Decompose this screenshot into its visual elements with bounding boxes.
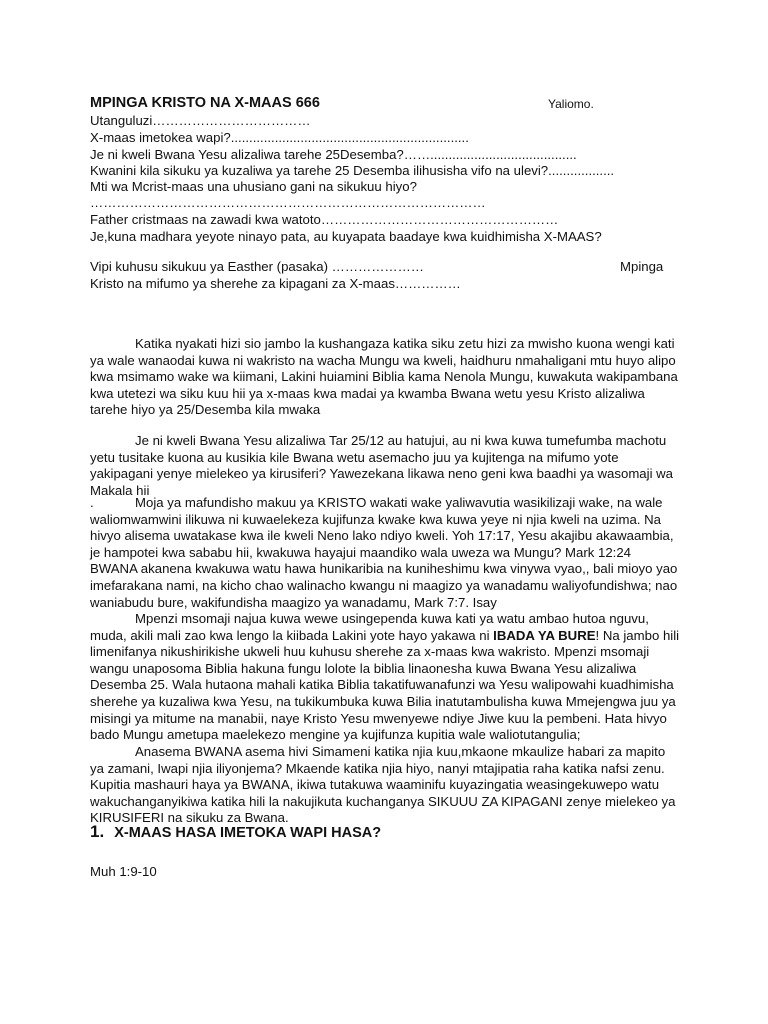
paragraph-text: Mpenzi msomaji najua kuwa wewe usingependa kuwa kati ya watu ambao hutoa nguvu, muda, akili mali zao kwa lengo la kiibada Lakini yote hayo yakawa ni xyxy=(90,611,649,643)
toc-line: X-maas imetokea wapi?................................................................. xyxy=(90,130,469,145)
paragraph-text: ! Na jambo hili limenifanya nikushirikishe ukweli huu kuhusu sherehe za x-maas kwa wakristo. Mpenzi msomaji wangu unaposoma Biblia hakuna fungu lolote la biblia linaonesha kuwa Bwana Yesu alizaliwa Desemba 25. Wala hutaona mahali katika Biblia takatifuwanafunzi wa Yesu walipowahi kuadhimisha sherehe ya kuzaliwa kwa Yesu, na tukikumbuka kuwa Bilia inatutambulisha kuwa Mmejengwa juu ya misingi ya mitume na manabii, naye Kristo Yesu mwenyewe ndiye Jiwe kuu la pembeni. Hata hivyo bado Mungu ametupa maelekezo mengine ya kujifunza kupitia wale waliotutangulia; xyxy=(90,627,680,743)
toc-line: Kristo na mifumo ya sherehe za kipagani za X-maas…………… xyxy=(90,276,461,291)
scripture-reference: Muh 1:9-10 xyxy=(90,864,157,879)
body-paragraph xyxy=(90,744,680,827)
document-title: MPINGA KRISTO NA X-MAAS 666 xyxy=(90,95,320,111)
section-heading xyxy=(90,822,381,842)
contents-label: Yaliomo. xyxy=(548,97,594,111)
section-title: X-MAAS HASA IMETOKA WAPI HASA? xyxy=(114,825,382,841)
toc-line: Je ni kweli Bwana Yesu alizaliwa tarehe 25Desemba?……........................................ xyxy=(90,147,577,162)
paragraph-text: Moja ya mafundisho makuu ya KRISTO wakati wake yaliwavutia wasikilizaji wake, na wale waliomwamwini ilikuwa ni kuwaelekeza kujifunza kwake kwa kuwa yeye ni njia kweli na uzima. Na hivyo alisema uwatakase kwa ile kweli Neno lako ndiyo kweli. Yoh 17:17, Yesu akajibu akawaambia, je hampotei kwa sababu hii, kwakuwa hayajui maandiko wala uweza wa Mungu? Mark 12:24 BWANA akanena kwakuwa watu hawa hunikaribia na kuniheshimu kwa vinywa vyao,, bali mioyo yao imefarakana nami, na kicho chao walinacho kwangu ni maagizo ya wanadamu waliyofundishwa; nao waniabudu bure, wakifundisha maagizo ya wanadamu, Mark 7:7. Isay xyxy=(90,495,678,610)
toc-line: Kwanini kila sikuku ya kuzaliwa ya tarehe 25 Desemba ilihusisha vifo na ulevi?.................. xyxy=(90,163,615,178)
emphasis-text: IBADA YA BURE xyxy=(493,627,596,643)
toc-line: Je,kuna madhara yeyote ninayo pata, au kuyapata baadaye kwa kuidhimisha X-MAAS? xyxy=(90,229,602,244)
toc-line: Utanguluzi……………………………… xyxy=(90,113,311,128)
body-paragraph xyxy=(90,611,680,744)
paragraph-lead: . xyxy=(90,495,94,510)
paragraph-text: Katika nyakati hizi sio jambo la kushangaza katika siku zetu hizi za mwisho kuona wengi kati ya wale wanaodai kuwa ni wakristo na wacha Mungu wa kweli, haidhuru nmahaligani mtu huyo alipo kwa msimamo wake wa kiimani, Lakini huiamini Biblia kama Nenola Mungu, kuwakuta wakipambana kwa utetezi wa siku kuu hii ya x-maas kwa madai ya kwamba Bwana wetu yesu Kristo alizaliwa tarehe hiyo ya 25/Desemba kila mwaka xyxy=(90,336,678,418)
section-number: 1. xyxy=(90,822,105,841)
toc-line-right: Mpinga xyxy=(620,259,664,274)
body-paragraph xyxy=(90,495,680,611)
body-paragraph xyxy=(90,336,680,419)
paragraph-text: Anasema BWANA asema hivi Simameni katika njia kuu,mkaone mkaulize habari za mapito ya zamani, Iwapi njia iliyonjema? Mkaende katika njia hiyo, nanyi mtajipatia raha katika nafsi zenu. Kupitia mashauri haya ya BWANA, ikiwa tutakuwa waaminifu kuyazingatia weasingekuwepo watu wakuchanganyikiwa katika hili la nakujikuta kuchanganya SIKUUU ZA KIPAGANI zenye mielekeo ya KIRUSIFERI na sikuku za Bwana. xyxy=(90,744,676,826)
paragraph-text: Je ni kweli Bwana Yesu alizaliwa Tar 25/12 au hatujui, au ni kwa kuwa tumefumba machotu yetu tusitake kuona au kusikia kile Bwana wetu asemacho juu ya kujitenga na mifumo yote yakipagani yenye mielekeo ya kirusiferi? Yawezekana likawa neno geni kwa baadhi ya wasomaji wa Makala hii xyxy=(90,433,674,498)
body-paragraph xyxy=(90,433,680,499)
toc-line: Father cristmaas na zawadi kwa watoto……………………………………………… xyxy=(90,212,559,227)
toc-line: ……………………………………………………………………………… xyxy=(90,195,486,210)
toc-line: Mti wa Mcrist-maas una uhusiano gani na sikukuu hiyo? xyxy=(90,179,417,194)
toc-line: Vipi kuhusu sikukuu ya Easther (pasaka) ………………… xyxy=(90,259,424,274)
